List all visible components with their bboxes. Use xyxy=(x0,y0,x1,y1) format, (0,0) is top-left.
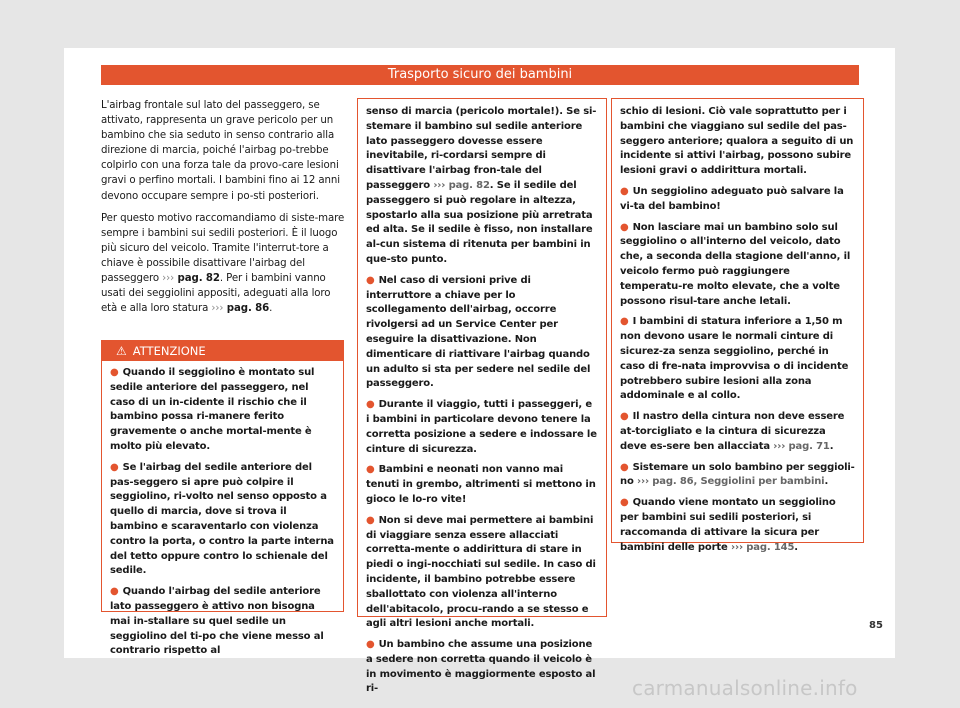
warning-body-2 xyxy=(358,99,606,697)
warning-item: ● Non lasciare mai un bambino solo sul seggiolino o all'interno del veicolo, dato che, a seconda della stagione dell'anno, il veicolo fermo può raggiungere temperatu-re molto elevate, che a volte possono risul-tare anche letali. xyxy=(620,221,851,307)
bullet-icon: ● xyxy=(620,497,629,509)
page-number: 85 xyxy=(869,620,883,631)
warning-header: ⚠ ATTENZIONE xyxy=(102,341,343,361)
bullet-icon: ● xyxy=(366,639,375,651)
bullet-icon: ● xyxy=(620,221,629,233)
section-title: Trasporto sicuro dei bambini xyxy=(101,65,859,85)
warning-item: ● Se l'airbag del sedile anteriore del pas-seggero si apre può colpire il seggiolino, ri-volto nel senso opposto a quello di marcia, dove si trova il bambino e scaraventarlo con violenza contro la porta, o contro la parte interna del tetto oppure contro lo schienale del sedile. xyxy=(110,461,334,577)
watermark: carmanualsonline.info xyxy=(632,676,858,700)
warning-continuation: schio di lesioni. Ciò vale soprattutto per i bambini che viaggiano sul sedile del pas-seggero anteriore; qualora a seguito di un incidente si attivi l'airbag, possono subire lesioni gravi o addirittura mortali. xyxy=(620,106,854,177)
warning-continued-box-3 xyxy=(611,98,864,553)
warning-item: ● Durante il viaggio, tutti i passeggeri, e i bambini in particolare devono tenere la corretta posizione a sedere e indossare le cinture di sicurezza. xyxy=(366,399,597,455)
bullet-icon: ● xyxy=(620,185,629,197)
warning-item: ● I bambini di statura inferiore a 1,50 m non devono usare le normali cinture di sicurez-za senza seggiolino, perché in caso di fre-nata improvvisa o di incidente potrebbero subire lesioni alla zona addominale e al collo. xyxy=(620,316,849,402)
warning-continued-box-2 xyxy=(357,98,607,695)
column-1 xyxy=(101,98,349,316)
warning-item: ● Sistemare un solo bambino per seggioli-no ››› pag. 86, Seggiolini per bambini. xyxy=(620,461,855,488)
bullet-icon: ● xyxy=(366,274,375,286)
warning-item: ● Il nastro della cintura non deve essere at-torcigliato e la cintura di sicurezza deve es-sere ben allacciata ››› pag. 71. xyxy=(620,411,845,452)
warning-item: ● Un bambino che assume una posizione a sedere non corretta quando il veicolo è in movimento è maggiormente esposto al ri- xyxy=(366,639,596,695)
bullet-icon: ● xyxy=(620,411,629,423)
page-ref-86-link[interactable]: ››› pag. 86, Seggiolini per bambini xyxy=(637,476,825,488)
page-ref-82-link[interactable]: ››› pag. 82 xyxy=(433,179,490,191)
page-ref-145-link[interactable]: ››› pag. 145 xyxy=(731,541,795,553)
warning-box xyxy=(101,340,344,657)
bullet-icon: ● xyxy=(366,514,375,526)
warning-item: ● Nel caso di versioni prive di interruttore a chiave per lo scollegamento dell'airbag, occorre rivolgersi ad un Service Center per eseguire la disattivazione. Non dimenticare di riattivare l'airbag quando un adulto si sta per sedere nel sedile del passeggero. xyxy=(366,274,591,390)
page-ref-71-link[interactable]: ››› pag. 71 xyxy=(773,440,830,452)
warning-body-3 xyxy=(612,99,863,555)
bullet-icon: ● xyxy=(620,316,629,328)
bullet-icon: ● xyxy=(110,586,119,598)
bullet-icon: ● xyxy=(110,367,119,378)
page-ref-86[interactable]: ››› pag. 86 xyxy=(211,303,270,315)
bullet-icon: ● xyxy=(110,461,119,473)
warning-continuation: senso di marcia (pericolo mortale!). Se si-stemare il bambino sul sedile anteriore lato passeggero dovesse essere inevitabile, ri-cordarsi sempre di disattivare l'airbag fron-tale del passeggero ››› pag. 82. Se il sedile del passeggero si può regolare in altezza, spostarlo alla sua posizione più arretrata ed alta. Se il sedile è fisso, non installare al-cun sistema di ritenuta per bambini in que-sto punto. xyxy=(366,106,597,265)
warning-item: ● Quando il seggiolino è montato sul sedile anteriore del passeggero, nel caso di un in-cidente il rischio che il bambino possa ri-manere ferito gravemente o anche mortal-mente è molto più elevato. xyxy=(110,367,315,452)
bullet-icon: ● xyxy=(620,461,629,473)
bullet-icon: ● xyxy=(366,399,375,411)
warning-item: ● Quando l'airbag del sedile anteriore lato passeggero è attivo non bisogna mai in-stallare su quel sedile un seggiolino del ti-po che viene messo al contrario rispetto al xyxy=(110,586,324,657)
intro-paragraph: L'airbag frontale sul lato del passeggero, se attivato, rappresenta un grave pericolo per un bambino che sia seduto in senso contrario alla direzione di marcia, poiché l'airbag po-trebbe colpirlo con una forza tale da provo-care lesioni gravi o perfino mortali. I bambini fino ai 12 anni devono occupare sempre i po-sti posteriori. xyxy=(101,100,340,202)
warning-item: ● Un seggiolino adeguato può salvare la vi-ta del bambino! xyxy=(620,185,844,212)
warning-triangle-icon: ⚠ xyxy=(116,344,127,358)
warning-item: ● Bambini e neonati non vanno mai tenuti in grembo, altrimenti si mettono in gioco le lo-ro vite! xyxy=(366,464,596,505)
warning-body xyxy=(102,361,343,659)
warning-item: ● Quando viene montato un seggiolino per bambini sui sedili posteriori, si raccomanda di attivare la sicura per bambini delle porte ››› pag. 145. xyxy=(620,497,836,553)
warning-item: ● Non si deve mai permettere ai bambini di viaggiare senza essere allacciati corretta-mente o addirittura di stare in piedi o ingi-nocchiati sul sedile. In caso di incidente, il bambino potrebbe essere sballottato con violenza all'interno dell'abitacolo, procu-rando a se stesso e agli altri lesioni anche mortali. xyxy=(366,514,596,630)
page-ref-82[interactable]: ››› pag. 82 xyxy=(162,273,220,285)
advice-paragraph: Per questo motivo raccomandiamo di siste-mare sempre i bambini sui sedili posteriori. È il luogo più sicuro del veicolo. Tramite l'interrut-tore a chiave è possibile disattivare l'airbag del passeggero ››› pag. 82. Per i bambini vanno usati dei seggiolini appositi, adeguati alla loro età e alla loro statura ››› pag. 86. xyxy=(101,212,345,315)
bullet-icon: ● xyxy=(366,464,375,476)
